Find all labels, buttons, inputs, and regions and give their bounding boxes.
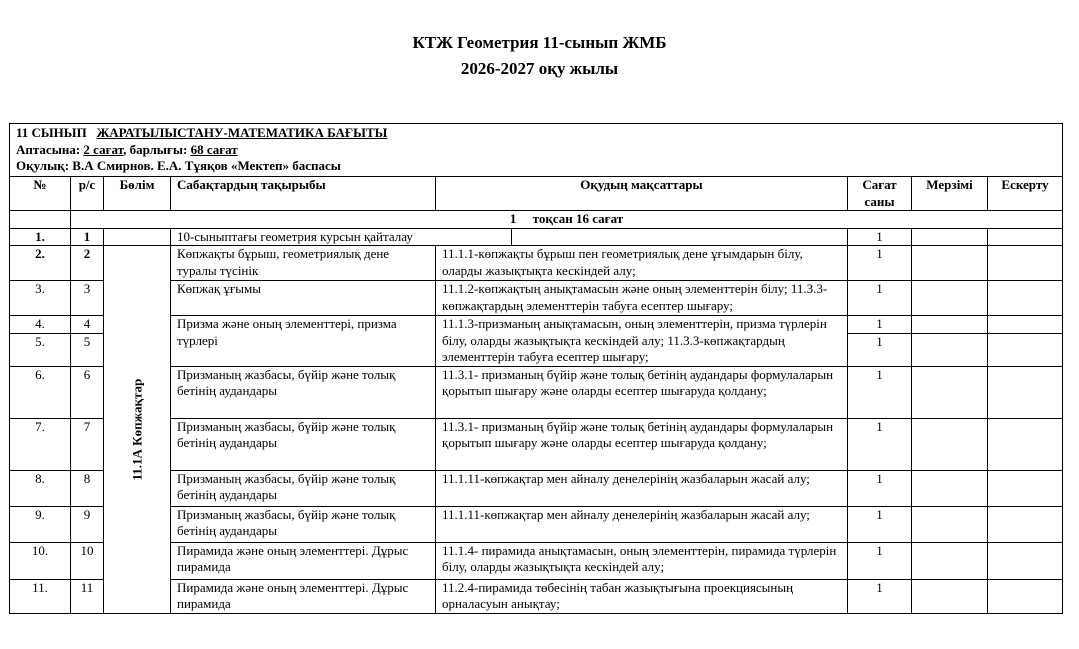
lesson-goals: 11.1.11-көпжақтар мен айналу денелерінің жазбаларын жасай алу; — [436, 506, 848, 542]
lesson-goals: 11.1.4- пирамида анықтамасын, оның элементтерін, пирамида түрлерін білу, оларды жазықтықта кескіндей алу; — [436, 542, 848, 579]
lesson-topic: Пирамида және оның элементтері. Дұрыс пирамида — [171, 542, 436, 579]
col-hours: Сағат саны — [848, 177, 912, 211]
textbook-line: Оқулық: В.А Смирнов. Е.А. Тұяқов «Мектеп» баспасы — [16, 158, 341, 173]
col-date: Мерзімі — [912, 177, 988, 211]
lesson-goals: 11.3.1- призманың бүйір және толық бетінің аудандары формулаларын қорытып шығару және оларды есептер шығаруда қолдану; — [436, 418, 848, 470]
quarter-row — [10, 211, 1063, 229]
section-label: 11.1А Көпжақтар — [104, 246, 171, 614]
table-row: 6. 6 Призманың жазбасы, бүйір және толық бетінің аудандары 11.3.1- призманың бүйір және толық бетінің аудандары формулаларын қорытып шығару және оларды есептер шығаруда қолдану; 1 — [10, 366, 1063, 418]
lesson-topic: Пирамида және оның элементтері. Дұрыс пирамида — [171, 579, 436, 613]
lesson-topic: Көпжақ ұғымы — [171, 281, 436, 316]
col-note: Ескерту — [988, 177, 1063, 211]
grade-line: 11 СЫНЫП ЖАРАТЫЛЫСТАНУ-МАТЕМАТИКА БАҒЫТЫ — [16, 125, 388, 140]
lesson-topic: Призманың жазбасы, бүйір және толық бетінің аудандары — [171, 470, 436, 506]
lesson-topic: Призма және оның элементтері, призма түрлері — [171, 316, 436, 367]
col-goals: Оқудың мақсаттары — [436, 177, 848, 211]
info-row — [10, 124, 1063, 177]
lesson-topic: 10-сыныптағы геометрия курсын қайталау — [171, 229, 512, 246]
lesson-topic: Призманың жазбасы, бүйір және толық бетінің аудандары — [171, 418, 436, 470]
lesson-goals: 11.1.11-көпжақтар мен айналу денелерінің жазбаларын жасай алу; — [436, 470, 848, 506]
hours-line: Аптасына: 2 сағат, барлығы: 68 сағат — [16, 141, 238, 157]
header-row — [10, 177, 1063, 211]
document-title: КТЖ Геометрия 11-сынып ЖМБ — [412, 33, 667, 52]
quarter-number: 1 — [509, 211, 517, 226]
col-topic: Сабақтардың тақырыбы — [171, 177, 436, 211]
curriculum-table — [9, 123, 1063, 614]
table-row: 2. 2 11.1А Көпжақтар Көпжақты бұрыш, геометриялық дене туралы түсінік 11.1.1-көпжақты бұрыш пен геометриялық дене ұғымдарын білу, оларды жазықтықта кескіндей алу; 1 — [10, 246, 1063, 281]
lesson-topic: Призманың жазбасы, бүйір және толық бетінің аудандары — [171, 506, 436, 542]
academic-year: 2026-2027 оқу жылы — [460, 59, 619, 78]
col-section: Бөлім — [104, 177, 171, 211]
quarter-label: тоқсан 16 сағат — [532, 211, 624, 226]
col-rp: р/с — [71, 177, 104, 211]
table-row: 3. 3 Көпжақ ұғымы 11.1.2-көпжақтың анықтамасын және оның элементтерін білу; 11.3.3-көпжақтардың элементтерін табуға есептер шығару; 1 — [10, 281, 1063, 316]
lesson-topic: Көпжақты бұрыш, геометриялық дене туралы түсінік — [171, 246, 436, 281]
col-num: № — [10, 177, 71, 211]
table-row: 5. 5 1 — [10, 333, 1063, 366]
lesson-goals: 11.3.1- призманың бүйір және толық бетінің аудандары формулаларын қорытып шығару және оларды есептер шығаруда қолдану; — [436, 366, 848, 418]
table-row: 7. 7 Призманың жазбасы, бүйір және толық бетінің аудандары 11.3.1- призманың бүйір және толық бетінің аудандары формулаларын қорытып шығару және оларды есептер шығаруда қолдану; 1 — [10, 418, 1063, 470]
table-row: 1. 1 10-сыныптағы геометрия курсын қайталау 1 — [10, 228, 1063, 246]
table-row: 8. 8 Призманың жазбасы, бүйір және толық бетінің аудандары 11.1.11-көпжақтар мен айналу денелерінің жазбаларын жасай алу; 1 — [10, 470, 1063, 506]
table-row: 4. 4 Призма және оның элементтері, призма түрлері 11.1.3-призманың анықтамасын, оның элементтерін, призма түрлерін білу, оларды жазықтықта кескіндей алу; 11.3.3-көпжақтардың элементтерін табуға есептер шығару; 1 — [10, 316, 1063, 334]
direction-label: ЖАРАТЫЛЫСТАНУ-МАТЕМАТИКА БАҒЫТЫ — [96, 125, 388, 140]
table-row: 9. 9 Призманың жазбасы, бүйір және толық бетінің аудандары 11.1.11-көпжақтар мен айналу денелерінің жазбаларын жасай алу; 1 — [10, 506, 1063, 542]
lesson-goals: 11.1.3-призманың анықтамасын, оның элементтерін, призма түрлерін білу, оларды жазықтықта кескіндей алу; 11.3.3-көпжақтардың элементтерін табуға есептер шығару; — [436, 316, 848, 367]
table-row: 10. 10 Пирамида және оның элементтері. Дұрыс пирамида 11.1.4- пирамида анықтамасын, оның элементтерін, пирамида түрлерін білу, оларды жазықтықта кескіндей алу; 1 — [10, 542, 1063, 579]
lesson-topic: Призманың жазбасы, бүйір және толық бетінің аудандары — [171, 366, 436, 418]
lesson-goals: 11.1.2-көпжақтың анықтамасын және оның элементтерін білу; 11.3.3-көпжақтардың элементтерін табуға есептер шығару; — [436, 281, 848, 316]
lesson-goals: 11.2.4-пирамида төбесінің табан жазықтығына проекциясының орналасуын анықтау; — [436, 579, 848, 613]
lesson-goals: 11.1.1-көпжақты бұрыш пен геометриялық дене ұғымдарын білу, оларды жазықтықта кескіндей алу; — [436, 246, 848, 281]
table-row: 11. 11 Пирамида және оның элементтері. Дұрыс пирамида 11.2.4-пирамида төбесінің табан жазықтығына проекциясының орналасуын анықтау; 1 — [10, 579, 1063, 613]
